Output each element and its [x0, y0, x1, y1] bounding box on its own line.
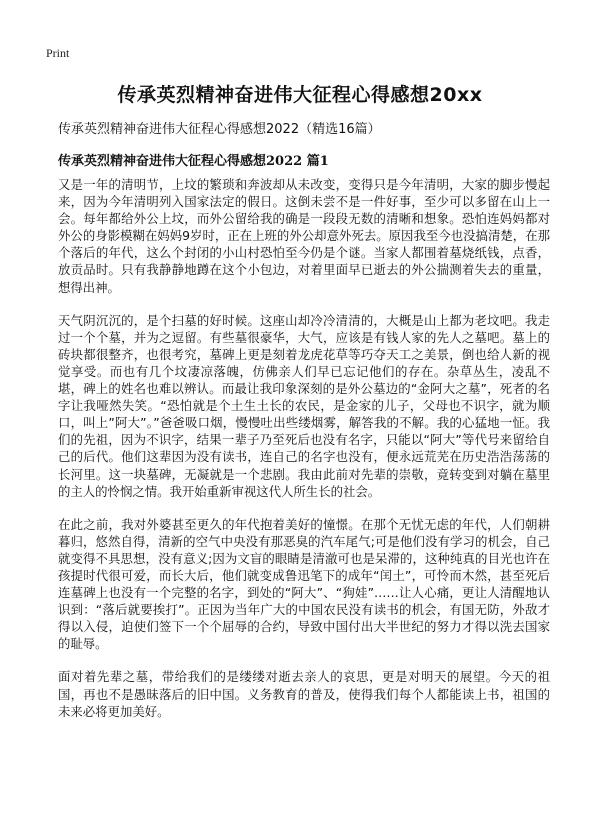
paragraph-2: 天气阴沉沉的，是个扫墓的好时候。这座山却冷冷清清的，大概是山上都为老坟吧。我走过一个个墓，并为之逗留。有些墓很豪华，大气，应该是有钱人家的先人之墓吧。墓上的砖块都很整齐，也很考究，墓碑上更是刻着龙虎花草等巧夺天工之美景，倒也给人新的视觉享受。而也有几个坟凄凉落魄，仿佛亲人们早已忘记他们的存在。杂草丛生，凌乱不堪，碑上的姓名也难以辨认。而最让我印象深刻的是外公墓边的“金阿大之墓”，死者的名字让我哑然失笑。“恐怕就是个土生土长的农民，是金家的儿子，父母也不识字，就为顺口，叫上”阿大”。”爸爸吸口烟，慢慢吐出些缕烟雾，解答我的不解。我的心猛地一怔。我们的先祖，因为不识字，结果一辈子乃至死后也没有名字，只能以“阿大”等代号来留给自己的后代。他们这辈因为没有读书，连自己的名字也没有，便永远荒芜在历史浩浩荡荡的长河里。这一块墓碑，无凝就是一个悲剧。我由此前对先辈的崇敬，竟转变到对躺在墓里的主人的怜悯之情。我开始重新审视这代人所生长的社会。	[58, 312, 550, 499]
section-heading: 传承英烈精神奋进伟大征程心得感想2022 篇1	[58, 154, 329, 169]
paragraph-1: 又是一年的清明节，上坟的繁琐和奔波却从未改变，变得只是今年清明，大家的脚步慢起来，因为今年清明列入国家法定的假日。这倒未尝不是一件好事，至少可以多留在山上一会。每年都给外公上坟，而外公留给我的确是一段段无数的清晰和想象。恐怕连妈妈都对外公的身影模糊在妈妈9岁时，正在上班的外公却意外死去。原因我至今也没搞清楚，在那个落后的年代，这么个封闭的小山村恐怕至今仍是个谜。当家人都围着墓烧纸钱，点香，放贡品时。只有我静静地蹲在这个小包边，对着里面早已逝去的外公揣测着失去的重量，想得出神。	[58, 177, 550, 295]
article-body	[58, 176, 550, 736]
paragraph-3: 在此之前，我对外婆甚至更久的年代抱着美好的憧憬。在那个无忧无虑的年代，人们朝耕暮归，悠然自得，清新的空气中央没有那恶臭的汽车尾气;可是他们没有学习的机会，自己就变得不具思想，没有意义;因为文盲的眼睛是清澈可也是呆滞的，这种纯真的目光也许在孩提时代很可爱，而长大后，他们就变成鲁迅笔下的成年“闰土”，可怜而木然，甚至死后连墓碑上也没有一个完整的名字，到处的“阿大”、“狗娃”……让人心痛，更让人清醒地认识到：“落后就要挨打”。正因为当年广大的中国农民没有读书的机会，有国无防，外敌才得以入侵，迫使们签下一个个屈辱的合约，导致中国付出大半世纪的努力才得以洗去国家的耻辱。	[58, 516, 550, 652]
document-subtitle: 传承英烈精神奋进伟大征程心得感想2022（精选16篇）	[58, 122, 381, 137]
paragraph-4: 面对着先辈之墓，带给我们的是缕缕对逝去亲人的哀思，更是对明天的展望。今天的祖国，再也不是愚昧落后的旧中国。义务教育的普及，使得我们每个人都能读上书，祖国的未来必将更加美好。	[58, 669, 550, 719]
document-title: 传承英烈精神奋进伟大征程心得感想20xx	[117, 84, 483, 106]
print-link[interactable]: Print	[46, 46, 70, 60]
